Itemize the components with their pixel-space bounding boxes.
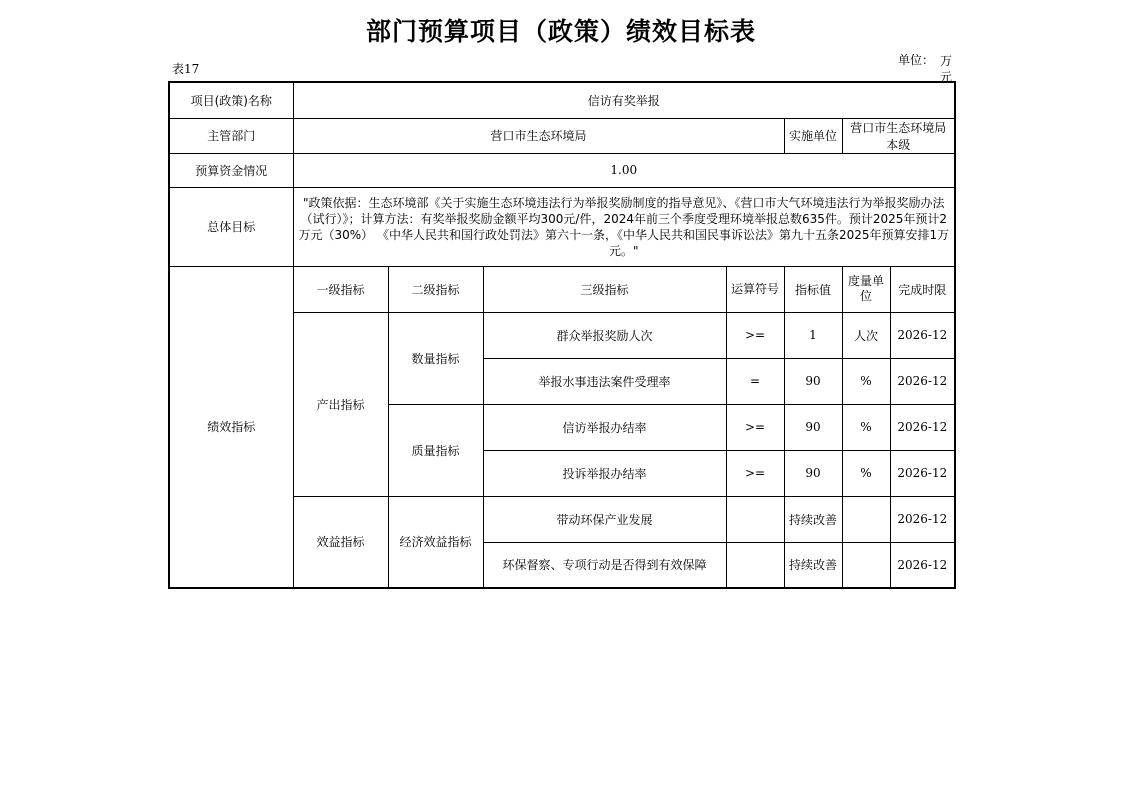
indicator-name: 环保督察、专项行动是否得到有效保障 xyxy=(483,542,726,588)
indicator-operator: >= xyxy=(726,450,784,496)
performance-indicator-label: 绩效指标 xyxy=(169,266,293,588)
indicator-unit: % xyxy=(842,404,890,450)
indicator-deadline: 2026-12 xyxy=(890,404,955,450)
indicator-deadline: 2026-12 xyxy=(890,542,955,588)
indicator-deadline: 2026-12 xyxy=(890,312,955,358)
indicator-name: 投诉举报办结率 xyxy=(483,450,726,496)
header-level3: 三级指标 xyxy=(483,266,726,312)
implementing-unit-value: 营口市生态环境局本级 xyxy=(842,118,955,153)
header-deadline: 完成时限 xyxy=(890,266,955,312)
department-row xyxy=(169,118,955,153)
indicator-value: 90 xyxy=(784,450,842,496)
department-label: 主管部门 xyxy=(169,118,293,153)
indicator-deadline: 2026-12 xyxy=(890,450,955,496)
indicator-operator: >= xyxy=(726,312,784,358)
group-quality: 质量指标 xyxy=(388,404,483,496)
budget-row xyxy=(169,153,955,187)
group-economic: 经济效益指标 xyxy=(388,496,483,588)
indicator-name: 举报水事违法案件受理率 xyxy=(483,358,726,404)
indicator-operator xyxy=(726,496,784,542)
group-benefit: 效益指标 xyxy=(293,496,388,588)
header-operator: 运算符号 xyxy=(726,266,784,312)
performance-target-table xyxy=(168,81,956,589)
overall-goal-label: 总体目标 xyxy=(169,187,293,266)
indicator-value: 90 xyxy=(784,404,842,450)
indicator-name: 群众举报奖励人次 xyxy=(483,312,726,358)
implementing-unit-label: 实施单位 xyxy=(784,118,842,153)
overall-goal-row xyxy=(169,187,955,266)
indicator-operator: = xyxy=(726,358,784,404)
indicator-unit xyxy=(842,542,890,588)
indicator-unit xyxy=(842,496,890,542)
indicator-value: 1 xyxy=(784,312,842,358)
indicator-operator: >= xyxy=(726,404,784,450)
indicator-deadline: 2026-12 xyxy=(890,496,955,542)
project-name-row xyxy=(169,82,955,118)
unit-label: 单位： xyxy=(898,53,935,67)
indicator-deadline: 2026-12 xyxy=(890,358,955,404)
overall-goal-text: "政策依据：生态环境部《关于实施生态环境违法行为举报奖励制度的指导意见》、《营口市大气环境违法行为举报奖励办法（试行）》；计算方法：有奖举报奖励金额平均300元/件，2024年前三个季度受理环境举报总数635件。预计2025年预计2万元（30%） 《中华人民共和国行政处罚法》第六十一条，《中华人民共和国民事诉讼法》第九十五条2025年预算安排1万元。" xyxy=(293,187,955,266)
department-value: 营口市生态环境局 xyxy=(293,118,784,153)
budget-value: 1.00 xyxy=(293,153,955,187)
indicator-unit: % xyxy=(842,450,890,496)
header-level1: 一级指标 xyxy=(293,266,388,312)
project-name-value: 信访有奖举报 xyxy=(293,82,955,118)
indicator-name: 带动环保产业发展 xyxy=(483,496,726,542)
indicator-value: 持续改善 xyxy=(784,542,842,588)
group-output: 产出指标 xyxy=(293,312,388,496)
indicator-unit: % xyxy=(842,358,890,404)
indicator-unit: 人次 xyxy=(842,312,890,358)
unit-value: 万元 xyxy=(939,54,952,84)
header-unit: 度量单位 xyxy=(842,266,890,312)
group-quantity: 数量指标 xyxy=(388,312,483,404)
page-title: 部门预算项目（政策）绩效目标表 xyxy=(365,17,756,46)
indicator-value: 90 xyxy=(784,358,842,404)
header-level2: 二级指标 xyxy=(388,266,483,312)
indicator-value: 持续改善 xyxy=(784,496,842,542)
indicator-operator xyxy=(726,542,784,588)
budget-label: 预算资金情况 xyxy=(169,153,293,187)
header-value: 指标值 xyxy=(784,266,842,312)
project-name-label: 项目(政策)名称 xyxy=(169,82,293,118)
indicator-header-row xyxy=(169,266,955,312)
indicator-name: 信访举报办结率 xyxy=(483,404,726,450)
table-number: 表17 xyxy=(172,62,200,76)
